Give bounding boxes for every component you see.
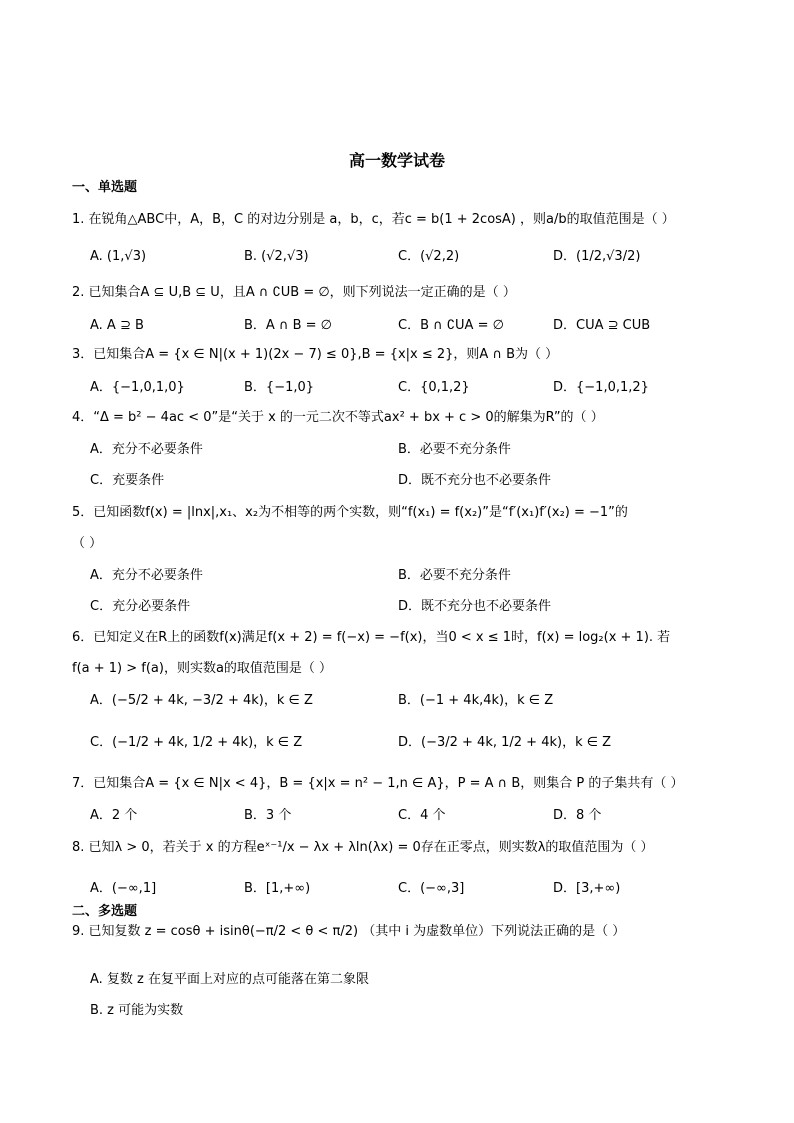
question-5-option-c: C．充分必要条件 [90,599,191,614]
question-6-stem-cont: f(a + 1) > f(a)，则实数a的取值范围是（ ） [72,661,333,676]
question-3-option-c: C．{0,1,2} [398,380,470,395]
question-2-stem: 2. 已知集合A ⊆ U,B ⊆ U，且A ∩ ∁UB = ∅，则下列说法一定正确的是（ ） [72,285,516,300]
question-6-option-b: B．(−1 + 4k,4k)，k ∈ Z [398,693,554,708]
question-6-stem: 6．已知定义在R上的函数f(x)满足f(x + 2) = f(−x) = −f(x)，当0 < x ≤ 1时，f(x) = log₂(x + 1). 若 [72,630,671,645]
question-1-option-a: A. (1,√3) [90,249,147,264]
question-3-option-d: D．{−1,0,1,2} [553,380,649,395]
question-1-option-c: C．(√2,2) [398,249,460,264]
question-4-option-d: D．既不充分也不必要条件 [398,473,552,488]
question-9-stem: 9. 已知复数 z = cosθ + isinθ(−π/2 < θ < π/2) （其中 i 为虚数单位）下列说法正确的是（ ） [72,924,626,939]
question-5-option-d: D．既不充分也不必要条件 [398,599,552,614]
question-4-option-a: A．充分不必要条件 [90,442,203,457]
question-8-option-d: D．[3,+∞) [553,881,621,896]
question-8-option-a: A．(−∞,1] [90,881,157,896]
question-5-stem: 5．已知函数f(x) = |lnx|,x₁、x₂为不相等的两个实数，则“f(x₁) = f(x₂)”是“f′(x₁)f′(x₂) = −1”的 [72,505,628,520]
question-1-stem: 1. 在锐角△ABC中，A，B，C 的对边分别是 a，b，c，若c = b(1 + 2cosA) ，则a/b的取值范围是（ ） [72,212,675,227]
question-8-stem: 8. 已知λ > 0，若关于 x 的方程eˣ⁻¹/x − λx + λln(λx) = 0存在正零点，则实数λ的取值范围为（ ） [72,840,654,855]
question-6-option-c: C．(−1/2 + 4k, 1/2 + 4k)，k ∈ Z [90,735,303,750]
question-1-option-b: B. (√2,√3) [244,249,309,264]
question-7-option-d: D．8 个 [553,808,602,823]
question-3-stem: 3．已知集合A = {x ∈ N|(x + 1)(2x − 7) ≤ 0},B = {x|x ≤ 2}，则A ∩ B为（ ） [72,347,559,362]
question-4-option-c: C．充要条件 [90,473,165,488]
question-1-option-d: D．(1/2,√3/2) [553,249,641,264]
question-5-option-a: A．充分不必要条件 [90,568,203,583]
section-single-choice: 一、单选题 [72,180,138,195]
question-6-option-a: A．(−5/2 + 4k, −3/2 + 4k)，k ∈ Z [90,693,313,708]
question-7-option-a: A．2 个 [90,808,138,823]
question-7-option-b: B．3 个 [244,808,292,823]
question-7-stem: 7．已知集合A = {x ∈ N|x < 4}，B = {x|x = n² − 1,n ∈ A}，P = A ∩ B，则集合 P 的子集共有（ ） [72,776,684,791]
question-4-option-b: B．必要不充分条件 [398,442,511,457]
question-8-option-b: B．[1,+∞) [244,881,311,896]
section-multiple-choice: 二、多选题 [72,904,138,919]
question-4-stem: 4．“Δ = b² − 4ac < 0”是“关于 x 的一元二次不等式ax² + bx + c > 0的解集为R”的（ ） [72,410,604,425]
question-9-option-a: A. 复数 z 在复平面上对应的点可能落在第二象限 [90,972,370,987]
question-5-stem-cont: （ ） [72,536,103,551]
question-2-option-c: C．B ∩ ∁UA = ∅ [398,318,504,333]
question-3-option-b: B．{−1,0} [244,380,315,395]
page-title: 高一数学试卷 [348,151,445,170]
question-2-option-b: B．A ∩ B = ∅ [244,318,332,333]
question-2-option-d: D．CUA ⊇ CUB [553,318,651,333]
question-9-option-b: B. z 可能为实数 [90,1003,184,1018]
question-2-option-a: A. A ⊇ B [90,318,144,333]
question-5-option-b: B．必要不充分条件 [398,568,511,583]
question-3-option-a: A．{−1,0,1,0} [90,380,185,395]
question-6-option-d: D．(−3/2 + 4k, 1/2 + 4k)，k ∈ Z [398,735,612,750]
question-8-option-c: C．(−∞,3] [398,881,465,896]
question-7-option-c: C．4 个 [398,808,446,823]
